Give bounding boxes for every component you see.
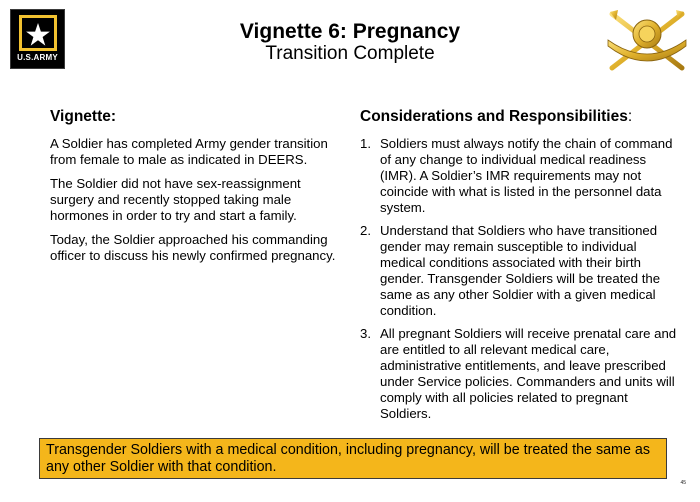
list-number: 2.	[360, 223, 371, 238]
page-number: 45	[680, 480, 686, 486]
list-number: 3.	[360, 326, 371, 341]
considerations-heading: Considerations and Responsibilities:	[360, 108, 633, 125]
list-item	[360, 326, 680, 422]
vignette-section	[50, 108, 340, 272]
list-number: 1.	[360, 136, 371, 151]
list-item	[360, 223, 680, 319]
vignette-paragraph: The Soldier did not have sex-reassignment surgery and recently stopped taking male hormones in order to try and start a family.	[50, 176, 301, 223]
page-subtitle: Transition Complete	[265, 43, 435, 64]
list-item	[360, 136, 680, 216]
list-text: Understand that Soldiers who have transitioned gender may remain susceptible to individual medical conditions associated with their birth gender. Transgender Soldiers will be treated the same as any other Soldier with a given medical condition.	[380, 223, 661, 318]
callout-box: Transgender Soldiers with a medical condition, including pregnancy, will be treated the same as any other Soldier with that condition.	[39, 438, 667, 479]
page-title: Vignette 6: Pregnancy	[239, 20, 461, 43]
list-text: All pregnant Soldiers will receive prenatal care and are entitled to all relevant medical care, administrative entitlements, and leave prescribed under Service policies. Commanders and units will comply with all policies related to pregnant Soldiers.	[380, 326, 677, 421]
vignette-paragraph: A Soldier has completed Army gender transition from female to male as indicated in DEERS.	[50, 136, 328, 167]
vignette-paragraph: Today, the Soldier approached his commanding officer to discuss his newly confirmed pregnancy.	[50, 232, 336, 263]
list-text: Soldiers must always notify the chain of command of any change to individual medical readiness (IMR). A Soldier’s IMR requirements may not coincide with what is listed in the personnel data system.	[380, 136, 673, 215]
branch-insignia-icon	[604, 6, 690, 78]
army-logo-text: U.S.ARMY	[17, 53, 58, 62]
vignette-heading: Vignette:	[50, 108, 117, 125]
considerations-section	[360, 108, 680, 429]
